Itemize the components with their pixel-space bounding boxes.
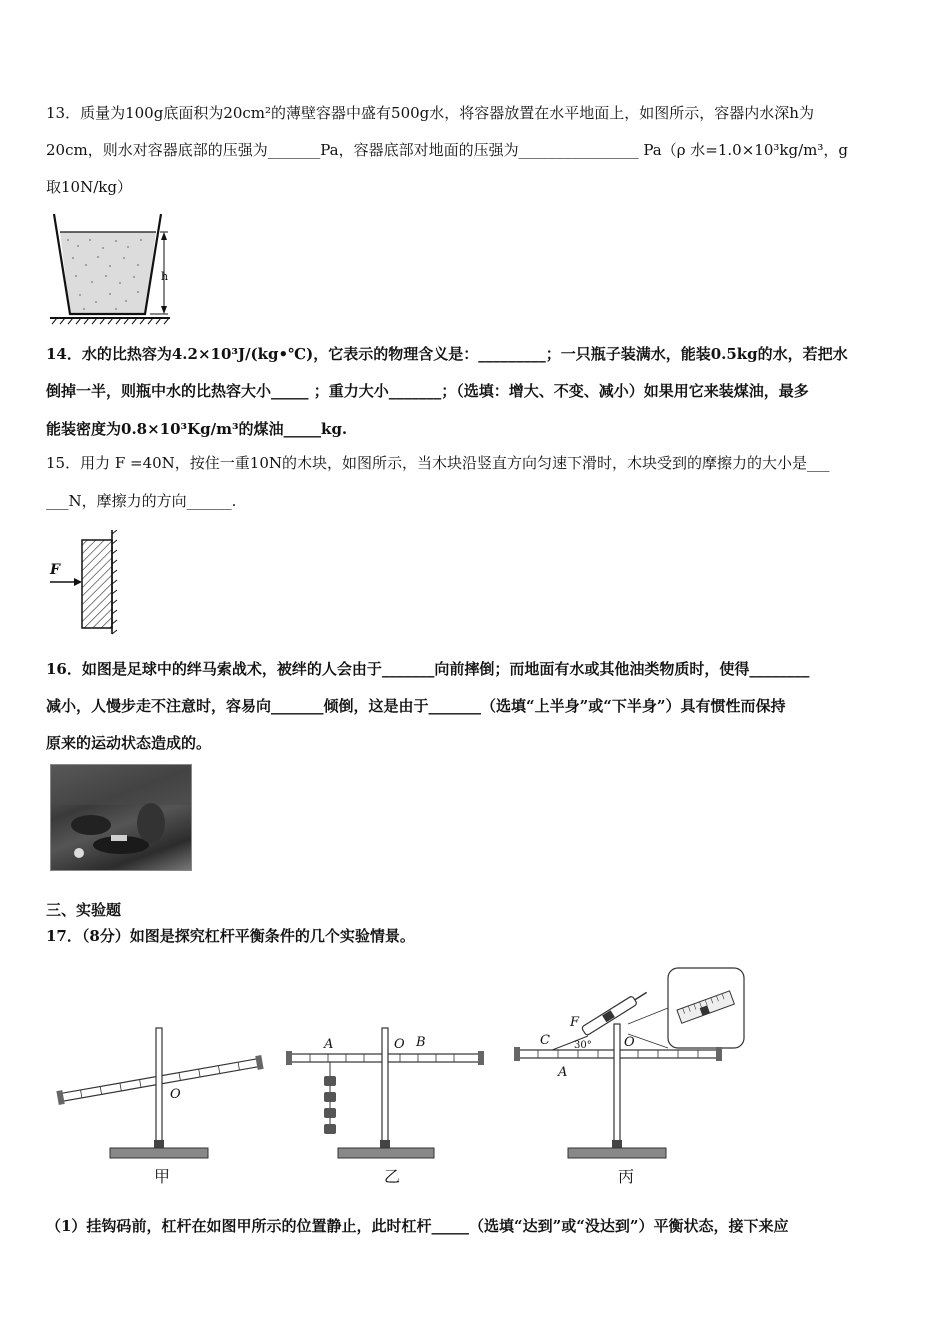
q15-line-2: ___N，摩擦力的方向______.: [46, 492, 237, 510]
bing-f-label: F: [570, 1015, 580, 1030]
q14-line-1: 14．水的比热容为4.2×10³J/(kg•℃)，它表示的物理含义是：_________；一只瓶子装满水，能装0.5kg的水，若把水: [46, 345, 848, 363]
lever-figure-yi: [280, 1020, 490, 1190]
q13-line-3: 取10N/kg）: [46, 178, 132, 196]
lever-figure-bing: [508, 964, 748, 1190]
bing-caption: 丙: [618, 1167, 635, 1186]
bing-angle-label: 30°: [574, 1040, 592, 1051]
bing-a-label: A: [558, 1065, 568, 1080]
yi-b-label: B: [416, 1035, 426, 1050]
bing-o-label: O: [624, 1035, 635, 1050]
q17-sub1-line: （1）挂钩码前，杠杆在如图甲所示的位置静止，此时杠杆_____（选填“达到”或“没达到”）平衡状态，接下来应: [46, 1217, 789, 1235]
q13-line-2: 20cm，则水对容器底部的压强为_______Pa，容器底部对地面的压强为________________ Pa（ρ 水=1.0×10³kg/m³，g: [46, 141, 848, 159]
q15-block-figure: [46, 530, 126, 638]
yi-o-label: O: [394, 1037, 405, 1052]
section-3-title: 三、实验题: [46, 901, 122, 919]
lever-figure-jia: [50, 1020, 270, 1190]
q14-line-2: 倒掉一半，则瓶中水的比热容大小_____ ；重力大小_______；（选填：增大、不变、减小）如果用它来装煤油，最多: [46, 382, 809, 400]
q14-line-3: 能装密度为0.8×10³Kg/m³的煤油_____kg.: [46, 420, 348, 438]
q16-line-3: 原来的运动状态造成的。: [46, 734, 212, 752]
q13-container-figure: [48, 210, 174, 328]
yi-a-label: A: [324, 1037, 334, 1052]
q15-f-label: F: [50, 562, 60, 578]
jia-caption: 甲: [154, 1167, 171, 1186]
q15-line-1: 15．用力 F =40N，按住一重10N的木块，如图所示，当木块沿竖直方向匀速下滑时，木块受到的摩擦力的大小是___: [46, 454, 830, 472]
football-tackle-photo: [50, 764, 192, 871]
jia-o-label: O: [170, 1087, 181, 1102]
q13-line-1: 13．质量为100g底面积为20cm²的薄壁容器中盛有500g水，将容器放置在水平地面上，如图所示，容器内水深h为: [46, 104, 814, 122]
q13-h-label: h: [161, 270, 169, 283]
q16-line-2: 减小，人慢步走不注意时，容易向_______倾倒，这是由于_______（选填“上半身”或“下半身”）具有惯性而保持: [46, 697, 786, 715]
q17-line-1: 17．（8分）如图是探究杠杆平衡条件的几个实验情景。: [46, 927, 415, 945]
yi-caption: 乙: [384, 1167, 401, 1186]
bing-c-label: C: [540, 1033, 550, 1048]
q16-line-1: 16．如图是足球中的绊马索战术，被绊的人会由于_______向前摔倒；而地面有水或其他油类物质时，使得________: [46, 660, 810, 678]
